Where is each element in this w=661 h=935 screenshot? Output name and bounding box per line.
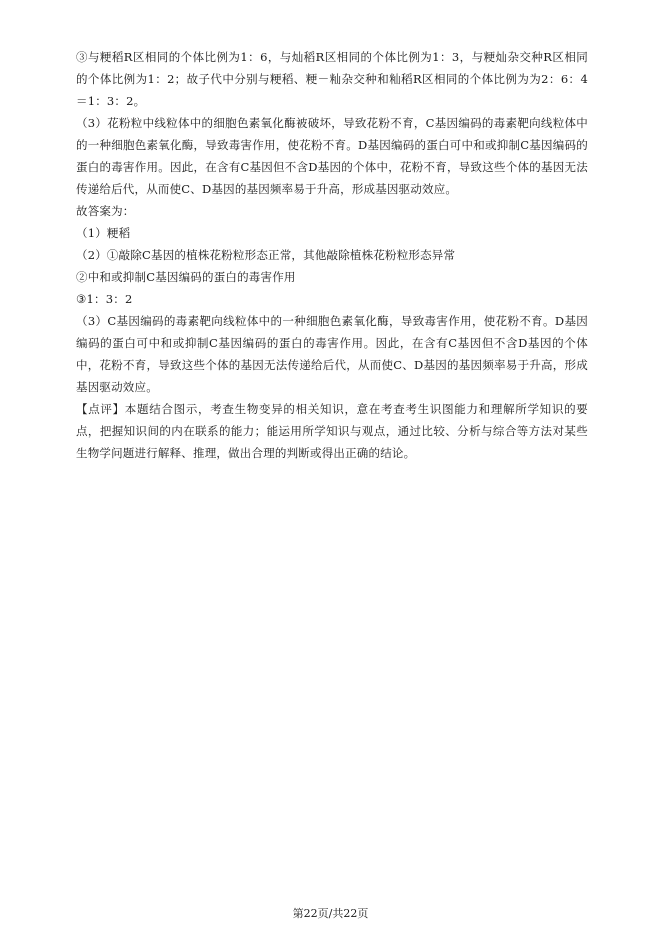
review-comment: 【点评】本题结合图示，考查生物变异的相关知识，意在考查考生识图能力和理解所学知识的要点，把握知识间的内在联系的能力；能运用所学知识与观点，通过比较、分析与综合等方法对某些生物学问题进行解释、推理，做出合理的判断或得出正确的结论。 bbox=[76, 402, 588, 460]
answer-paragraph-part-3-explanation: （3）花粉粒中线粒体中的细胞色素氧化酶被破坏，导致花粉不育，C基因编码的毒素靶向线粒体中的一种细胞色素氧化酶，导致毒害作用，使花粉不育。D基因编码的蛋白可中和或抑制C基因编码的蛋白的毒害作用。因此，在含有C基因但不含D基因的个体中，花粉不育，导致这些个体的基因无法传递给后代，从而使C、D基因的基因频率易于升高，形成基因驱动效应。 bbox=[76, 116, 588, 196]
answer-item-3: （3）C基因编码的毒素靶向线粒体中的一种细胞色素氧化酶，导致毒害作用，使花粉不育。D基因编码的蛋白可中和或抑制C基因编码的蛋白的毒害作用。因此，在含有C基因但不含D基因的个体中，花粉不育，导致这些个体的基因无法传递给后代，从而使C、D基因的基因频率易于升高，形成基因驱动效应。 bbox=[76, 314, 588, 394]
answer-paragraph-3-ratio-analysis: ③与粳稻R区相同的个体比例为1：6，与灿稻R区相同的个体比例为1：3，与粳灿杂交种R区相同的个体比例为1：2；故子代中分别与粳稻、粳－籼杂交种和籼稻R区相同的个体比例为为2：6：4＝1：3：2。 bbox=[76, 50, 588, 108]
document-body bbox=[76, 46, 588, 464]
answer-item-1: （1）粳稻 bbox=[76, 226, 131, 240]
answer-item-2-2: ②中和或抑制C基因编码的蛋白的毒害作用 bbox=[76, 270, 296, 284]
page-number: 第22页/共22页 bbox=[292, 907, 369, 920]
answer-heading: 故答案为： bbox=[76, 204, 135, 218]
answer-item-2-3: ③1：3：2 bbox=[76, 292, 133, 306]
answer-item-2-1: （2）①敲除C基因的植株花粉粒形态正常，其他敲除植株花粉粒形态异常 bbox=[76, 248, 456, 262]
